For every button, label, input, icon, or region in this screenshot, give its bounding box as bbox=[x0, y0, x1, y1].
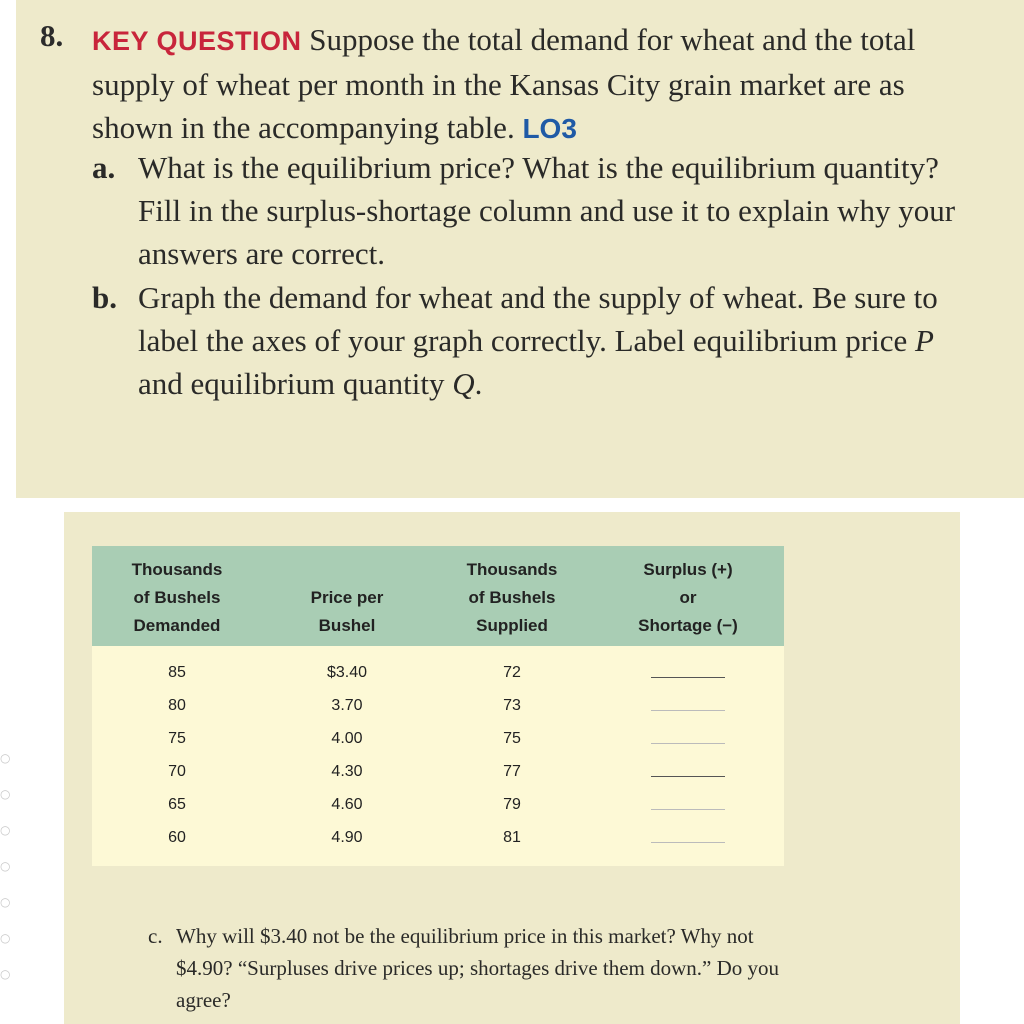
quantity-symbol: Q bbox=[452, 366, 475, 401]
part-c-letter: c. bbox=[148, 924, 163, 948]
table-header-row bbox=[92, 546, 784, 646]
cell-surplus-blank bbox=[592, 689, 784, 722]
cell-price: 4.60 bbox=[331, 795, 363, 813]
cell-demanded: 75 bbox=[168, 729, 186, 747]
cell-supplied: 77 bbox=[503, 762, 521, 780]
cell-surplus-blank bbox=[592, 646, 784, 689]
table-row bbox=[92, 646, 784, 689]
cell-price: 4.30 bbox=[331, 762, 363, 780]
cell-supplied: 72 bbox=[503, 663, 521, 681]
cell-surplus-blank bbox=[592, 821, 784, 866]
learning-objective-label: LO3 bbox=[522, 113, 577, 144]
table-row bbox=[92, 788, 784, 821]
cell-demanded: 80 bbox=[168, 696, 186, 714]
question-part-b bbox=[92, 276, 982, 405]
question-intro bbox=[92, 18, 982, 150]
cell-supplied: 75 bbox=[503, 729, 521, 747]
cell-price: $3.40 bbox=[326, 663, 368, 681]
cell-demanded: 65 bbox=[168, 795, 186, 813]
header-supplied: Thousands of Bushels Supplied bbox=[432, 546, 592, 646]
table-row bbox=[92, 821, 784, 866]
key-question-label: KEY QUESTION bbox=[92, 26, 302, 56]
cell-demanded: 60 bbox=[168, 828, 186, 846]
question-number: 8. bbox=[40, 18, 64, 53]
supply-demand-table bbox=[92, 546, 784, 866]
part-a-letter: a. bbox=[92, 150, 116, 185]
edge-scroll-marks: ○ ○ ○ ○ ○ ○ ○ bbox=[0, 751, 11, 981]
header-demanded: Thousands of Bushels Demanded bbox=[92, 546, 262, 646]
cell-surplus-blank bbox=[592, 722, 784, 755]
cell-price: 3.70 bbox=[331, 696, 363, 714]
cell-price: 4.90 bbox=[331, 828, 363, 846]
cell-demanded: 70 bbox=[168, 762, 186, 780]
question-part-a bbox=[92, 146, 982, 275]
part-b-letter: b. bbox=[92, 280, 117, 315]
cell-demanded: 85 bbox=[168, 663, 186, 681]
header-surplus-shortage: Surplus (+) or Shortage (−) bbox=[592, 546, 784, 646]
part-a-text: What is the equilibrium price? What is the equilibrium quantity? Fill in the surplus-shortage column and use it to explain why your answers are correct. bbox=[138, 150, 956, 271]
cell-supplied: 79 bbox=[503, 795, 521, 813]
table-row bbox=[92, 755, 784, 788]
table-row bbox=[92, 689, 784, 722]
price-symbol: P bbox=[914, 323, 934, 358]
header-price: Price per Bushel bbox=[262, 546, 432, 646]
cell-price: 4.00 bbox=[331, 729, 363, 747]
question-intro-text: Suppose the total demand for wheat and the total supply of wheat per month in the Kansas City grain market are as shown in the accompanying table. bbox=[92, 22, 916, 145]
table-row bbox=[92, 722, 784, 755]
part-c-text: Why will $3.40 not be the equilibrium price in this market? Why not $4.90? “Surpluses drive prices up; shortages drive them down.” Do you agree? bbox=[176, 924, 780, 1012]
cell-surplus-blank bbox=[592, 755, 784, 788]
part-b-text: Graph the demand for wheat and the supply of wheat. Be sure to label the axes of your graph correctly. Label equilibrium price P and equilibrium quantity Q. bbox=[138, 280, 938, 401]
question-part-c bbox=[148, 920, 788, 1016]
cell-supplied: 73 bbox=[503, 696, 521, 714]
cell-surplus-blank bbox=[592, 788, 784, 821]
cell-supplied: 81 bbox=[503, 828, 521, 846]
